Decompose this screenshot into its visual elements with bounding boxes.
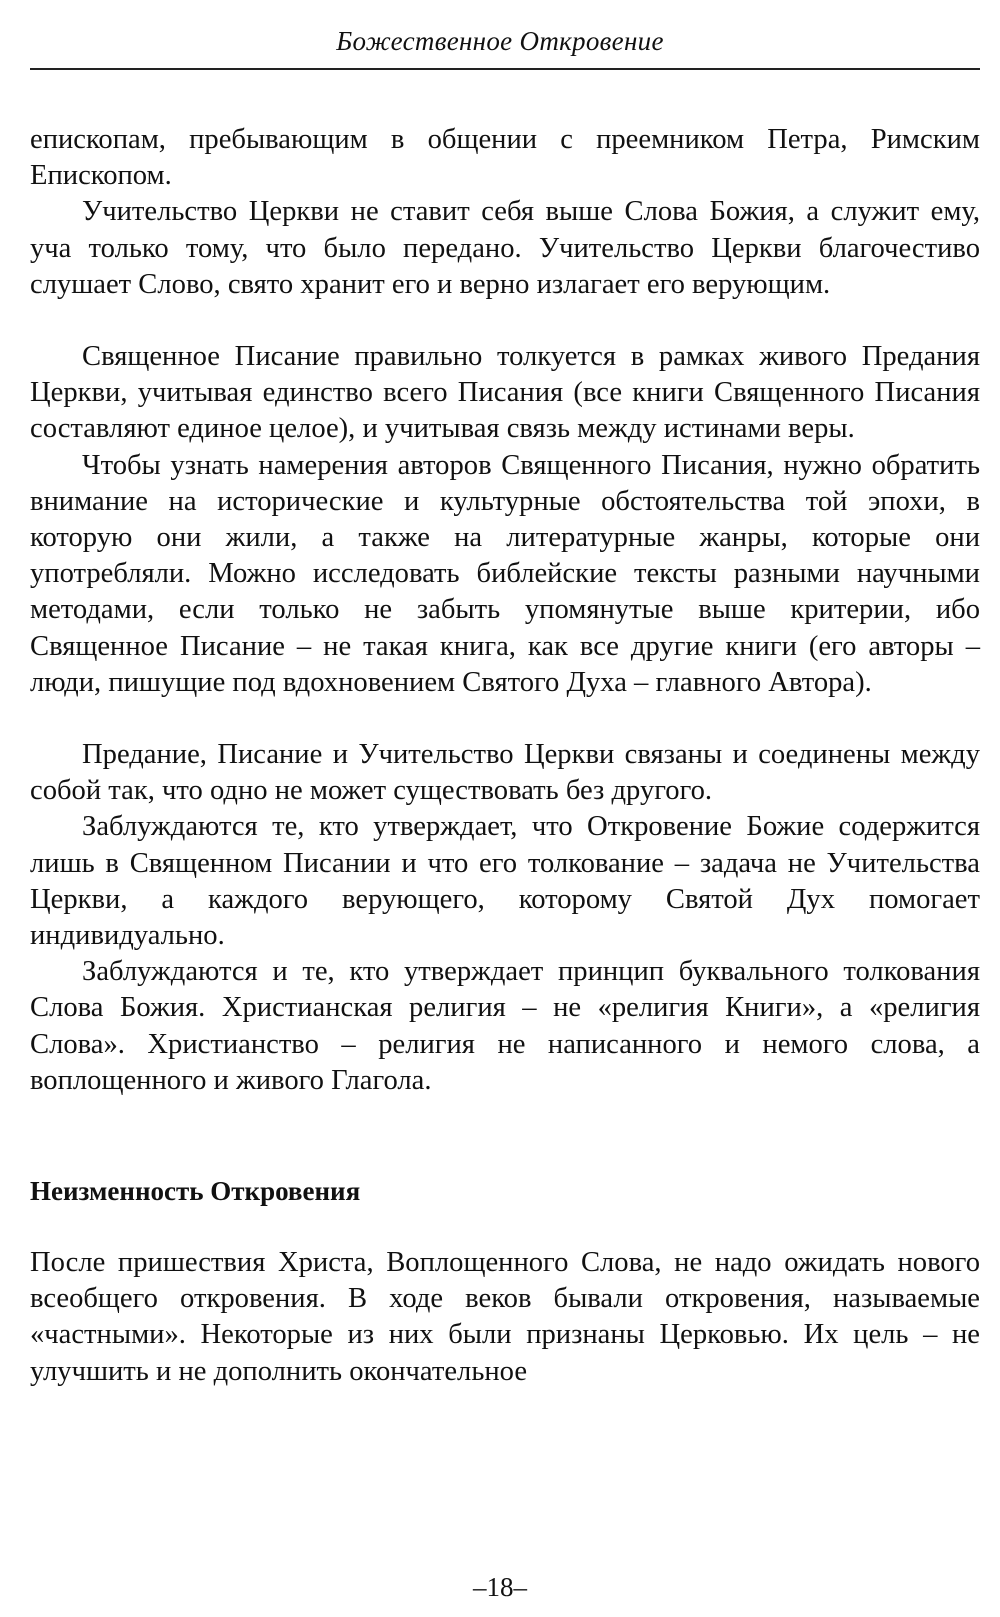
paragraph-4: Чтобы узнать намерения авторов Священного Писания, нужно обратить внимание на исторические и культурные обстоятельства той эпохи, в которую они жили, а также на литературные жанры, которые они употребляли. Можно исследовать библейские тексты разными научными методами, если только не забыть упомянутые выше критерии, ибо Священное Писание – не такая книга, как все другие книги (его авторы – люди, пишущие под вдохновением Святого Духа – главного Автора). [30,449,980,698]
paragraph-2: Учительство Церкви не ставит себя выше Слова Божия, а служит ему, уча только тому, что было передано. Учительство Церкви благочестиво слушает Слово, свято хранит его и верно излагает его верующим. [30,196,980,300]
paragraph-1: епископам, пребывающим в общении с преемником Петра, Римским Епископом. [30,124,980,192]
body-text [30,122,980,1390]
paragraph-5: Предание, Писание и Учительство Церкви связаны и соединены между собой так, что одно не может существовать без другого. [30,739,980,807]
paragraph-7: Заблуждаются и те, кто утверждает принцип буквального толкования Слова Божия. Христианская религия – не «религия Книги», а «религия Слова». Христианство – религия не написанного и немого слова, а воплощенного и живого Глагола. [30,956,980,1096]
running-head-title: Божественное Откровение [336,26,664,56]
paragraph-6: Заблуждаются те, кто утверждает, что Откровение Божие содержится лишь в Священном Писании и что его толкование – задача не Учительства Церкви, а каждого верующего, которому Святой Дух помогает индивидуально. [30,811,980,952]
paragraph-8: После пришествия Христа, Воплощенного Слова, не надо ожидать нового всеобщего откровения. В ходе веков бывали откровения, называемые «частными». Некоторые из них были признаны Церковью. Их цель – не улучшить и не дополнить окончательное [30,1247,980,1387]
paragraph-3: Священное Писание правильно толкуется в рамках живого Предания Церкви, учитывая единство всего Писания (все книги Священного Писания составляют единое целое), и учитывая связь между истинами веры. [30,341,980,445]
section-heading: Неизменность Откровения [30,1176,361,1207]
header-rule [30,68,980,70]
page-number: –18– [473,1572,527,1602]
